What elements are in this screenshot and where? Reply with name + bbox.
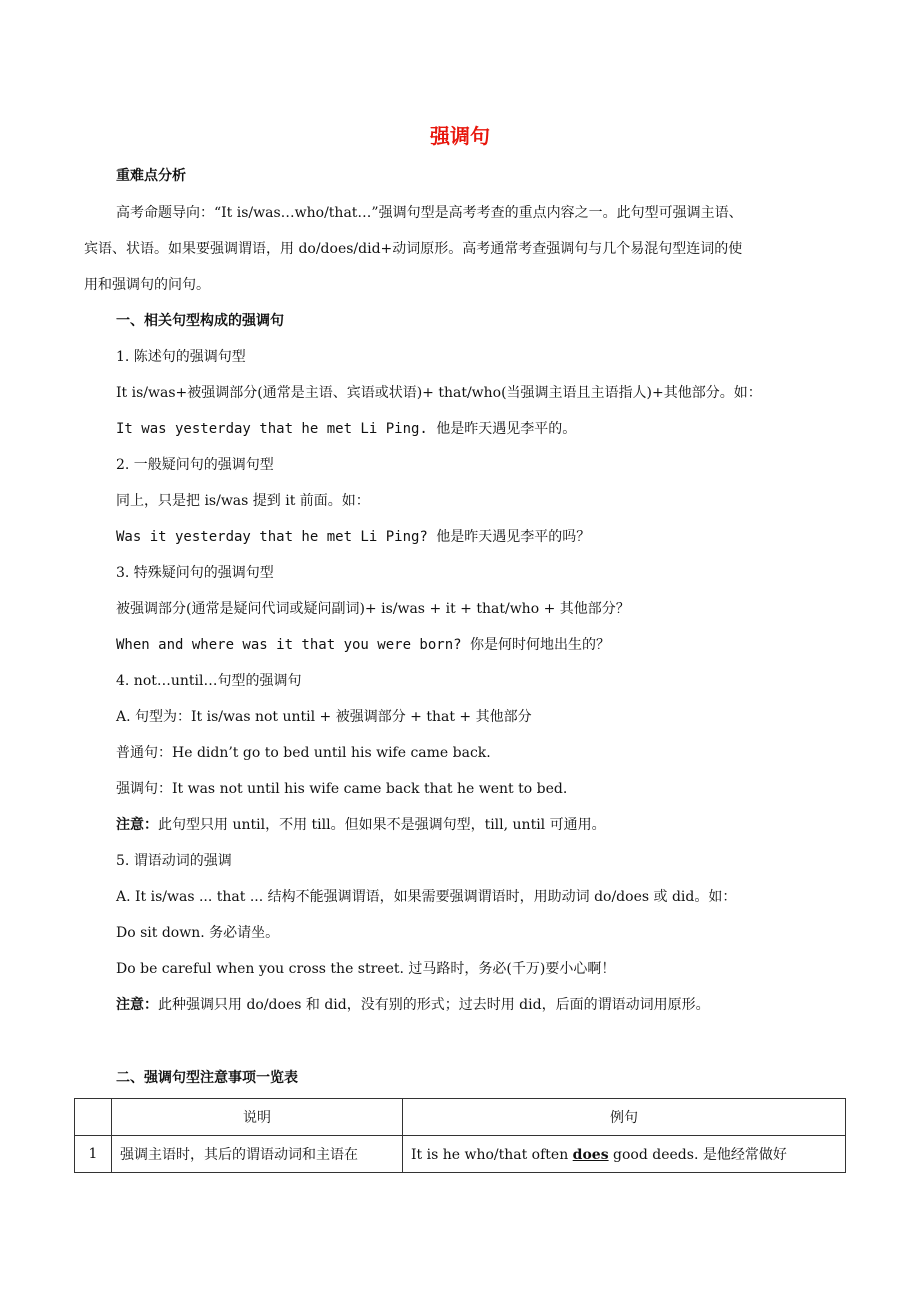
item4-note-text: 此句型只用 until，不用 till。但如果不是强调句型，till, until 可通用。 xyxy=(158,817,606,833)
item4-emphatic-sentence: 强调句：It was not until his wife came back that he went to bed. xyxy=(116,781,568,797)
item3-example: When and where was it that you were born? 你是何时何地出生的？ xyxy=(116,637,611,653)
item1-example: It was yesterday that he met Li Ping. 他是昨天遇见李平的。 xyxy=(116,421,577,437)
table-header-description: 说明 xyxy=(112,1099,403,1136)
section1-heading: 一、相关句型构成的强调句 xyxy=(116,313,284,329)
item5-title: 5. 谓语动词的强调 xyxy=(116,853,232,869)
item1-title: 1. 陈述句的强调句型 xyxy=(116,349,246,365)
notes-table xyxy=(74,1098,846,1173)
item3-rule: 被强调部分(通常是疑问代词或疑问副词)+ is/was + it + that/who + 其他部分？ xyxy=(116,601,630,617)
section2-heading: 二、强调句型注意事项一览表 xyxy=(116,1070,298,1086)
item2-title: 2. 一般疑问句的强调句型 xyxy=(116,457,274,473)
item3-title: 3. 特殊疑问句的强调句型 xyxy=(116,565,274,581)
item5-note xyxy=(116,995,710,1015)
item2-example: Was it yesterday that he met Li Ping? 他是昨天遇见李平的吗？ xyxy=(116,529,591,545)
item1-rule: It is/was+被强调部分(通常是主语、宾语或状语)+ that/who(当强调主语且主语指人)+其他部分。如： xyxy=(116,385,762,401)
example-post: good deeds. 是他经常做好 xyxy=(608,1147,787,1163)
table-row xyxy=(75,1136,846,1173)
intro-line-3: 用和强调句的问句。 xyxy=(84,277,210,293)
item2-rule: 同上，只是把 is/was 提到 it 前面。如： xyxy=(116,493,370,509)
item4-rule: A. 句型为：It is/was not until + 被强调部分 + that + 其他部分 xyxy=(116,709,532,725)
table-header-number xyxy=(75,1099,112,1136)
item4-title: 4. not…until…句型的强调句 xyxy=(116,673,302,689)
example-pre: It is he who/that often xyxy=(411,1147,573,1163)
item4-note xyxy=(116,815,606,835)
section-analysis-heading: 重难点分析 xyxy=(116,168,186,184)
intro-line-1: 高考命题导向：“It is/was…who/that…”强调句型是高考考查的重点内容之一。此句型可强调主语、 xyxy=(116,205,743,221)
page-title: 强调句 xyxy=(430,124,490,148)
table-header-example: 例句 xyxy=(403,1099,846,1136)
table-cell-description: 强调主语时，其后的谓语动词和主语在 xyxy=(112,1136,403,1173)
table-cell-example xyxy=(403,1136,846,1173)
item4-normal-sentence: 普通句：He didn’t go to bed until his wife came back. xyxy=(116,745,491,761)
item5-note-label: 注意： xyxy=(116,997,158,1013)
item5-note-text: 此种强调只用 do/does 和 did，没有别的形式；过去时用 did，后面的谓语动词用原形。 xyxy=(158,997,710,1013)
intro-line-2: 宾语、状语。如果要强调谓语，用 do/does/did+动词原形。高考通常考查强调句与几个易混句型连词的使 xyxy=(84,241,743,257)
table-cell-number: 1 xyxy=(75,1136,112,1173)
example-emphasized-verb: does xyxy=(572,1147,609,1163)
item5-example-2: Do be careful when you cross the street. 过马路时，务必(千万)要小心啊！ xyxy=(116,961,616,977)
item5-example-1: Do sit down. 务必请坐。 xyxy=(116,925,280,941)
item4-note-label: 注意： xyxy=(116,817,158,833)
table-header-row xyxy=(75,1099,846,1136)
item5-rule: A. It is/was ... that ... 结构不能强调谓语，如果需要强调谓语时，用助动词 do/does 或 did。如： xyxy=(116,889,737,905)
